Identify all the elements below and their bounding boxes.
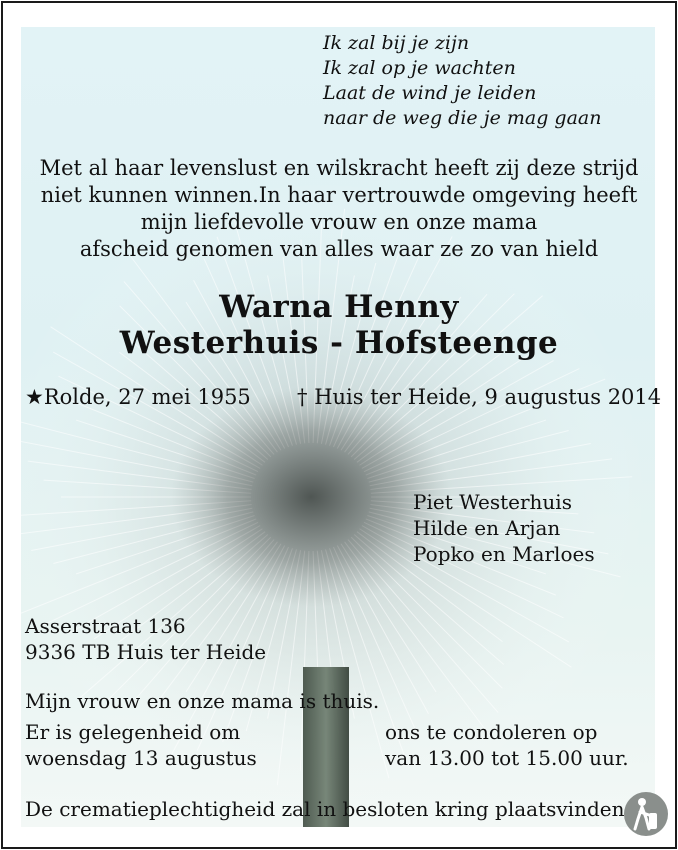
obituary-card [1,1,677,849]
address-block [25,613,266,665]
address-city: 9336 TB Huis ter Heide [25,640,267,664]
cremation-note: De crematieplechtigheid zal in besloten kring plaatsvinden [25,797,625,821]
intro-line: afscheid genomen van alles waar ze zo van hield [79,237,599,261]
condolence-right [385,719,629,771]
poem [323,31,601,131]
family-member: Popko en Marloes [413,542,595,566]
intro-text [3,155,675,263]
condolence-line: Er is gelegenheid om [25,720,241,744]
family-member: Hilde en Arjan [413,516,561,540]
star-icon: ★ [25,385,44,409]
deceased-first-names: Warna Henny [219,289,459,325]
intro-line: mijn liefdevolle vrouw en onze mama [140,210,538,234]
home-note: Mijn vrouw en onze mama is thuis. [25,689,380,713]
address-street: Asserstraat 136 [25,614,186,638]
death-text: Huis ter Heide, 9 augustus 2014 [314,385,662,409]
condolence-line: ons te condoleren op [385,720,598,744]
person-walking-icon [623,791,669,837]
birth-text: Rolde, 27 mei 1955 [43,385,251,409]
cross-icon: † [297,385,308,409]
poem-line: Ik zal op je wachten [323,57,516,79]
poem-line: naar de weg die je mag gaan [323,107,602,129]
intro-line: niet kunnen winnen.In haar vertrouwde omgeving heeft [40,183,638,207]
poem-line: Ik zal bij je zijn [323,32,470,54]
condolence-line: van 13.00 tot 15.00 uur. [385,746,629,770]
deceased-surname: Westerhuis - Hofsteenge [119,325,559,361]
condolence-line: woensdag 13 augustus [25,746,257,770]
poem-line: Laat de wind je leiden [323,82,537,104]
intro-line: Met al haar levenslust en wilskracht heeft zij deze strijd [39,156,639,180]
death-date [297,385,661,409]
family-member: Piet Westerhuis [413,490,572,514]
birth-date [25,385,251,409]
family-list [413,489,595,567]
condolence-left [25,719,257,771]
